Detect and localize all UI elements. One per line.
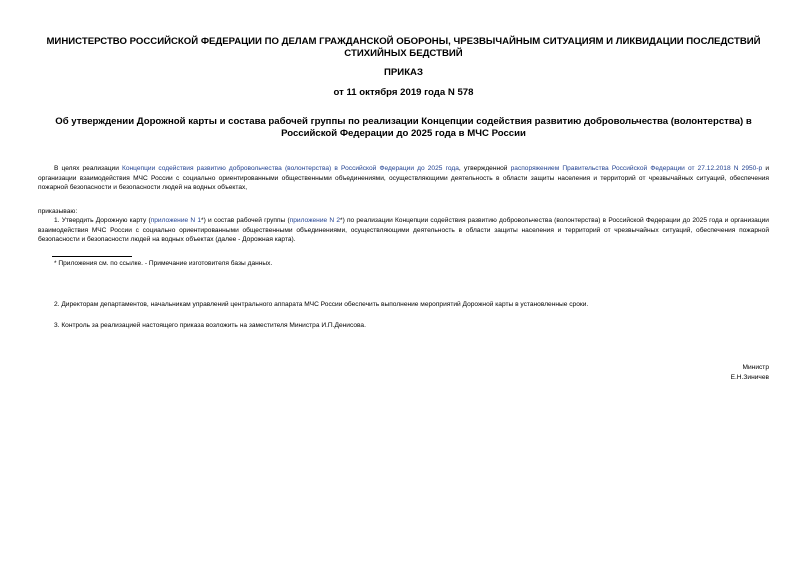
concept-link[interactable]: Концепции содействия развитию добровольчества (волонтерства) в Российской Федерации до 2025 года — [122, 165, 459, 172]
document-date-number: от 11 октября 2019 года N 578 — [333, 87, 474, 98]
order-item-2: 2. Директорам департаментов, начальникам управлений центрального аппарата МЧС России обеспечить выполнение мероприятий Дорожной карты в установленные сроки. — [54, 301, 589, 308]
footnote: * Приложения см. по ссылке. - Примечание изготовителя базы данных. — [54, 260, 273, 267]
appendix-1-link[interactable]: приложение N 1 — [150, 217, 201, 224]
order-item-3: 3. Контроль за реализацией настоящего приказа возложить на заместителя Министра И.П.Денисова. — [54, 322, 366, 329]
item1-text-3: *) по реализации Концепции содействия развитию добровольчества (волонтерства) в Российской Федерации до 2025 года и организации взаимодействия МЧС России с социально ориентированными общественными объединениями, осуществляющими деятельность в области защиты населения и территорий от чрезвычайных ситуаций, обеспечения пожарной безопасности и безопасности людей на водных объектах (далее - Дорожная карта). — [38, 217, 769, 244]
government-order-link[interactable]: распоряжением Правительства Российской Федерации от 27.12.2018 N 2950-р — [510, 165, 763, 172]
preamble-text-2: , утвержденной — [458, 165, 511, 172]
signature-block — [731, 363, 769, 383]
order-word: приказываю: — [38, 208, 78, 215]
preamble-text-3: и организации взаимодействия МЧС России с социально ориентированными общественными объединениями, осуществляющими деятельность в области защиты населения и территорий от чрезвычайных ситуаций, обеспечения пожарной безопасности и безопасности людей на водных объектах, — [38, 165, 770, 192]
footnote-divider — [52, 256, 132, 257]
document-title: Об утверждении Дорожной карты и состава рабочей группы по реализации Концепции содействия развитию добровольчества (волонтерства) в Российской Федерации до 2025 года в МЧС России — [55, 116, 752, 139]
signatory-name: Е.Н.Зиничев — [730, 373, 769, 381]
document-type: ПРИКАЗ — [384, 67, 423, 78]
appendix-2-link[interactable]: приложение N 2 — [289, 217, 340, 224]
order-item-1 — [38, 216, 769, 245]
item1-text-1: 1. Утвердить Дорожную карту ( — [54, 217, 151, 224]
ministry-heading: МИНИСТЕРСТВО РОССИЙСКОЙ ФЕДЕРАЦИИ ПО ДЕЛАМ ГРАЖДАНСКОЙ ОБОРОНЫ, ЧРЕЗВЫЧАЙНЫМ СИТУАЦИЯМ И ЛИКВИДАЦИИ ПОСЛЕДСТВИЙ СТИХИЙНЫХ БЕДСТВИЙ — [46, 36, 761, 59]
signatory-position: Министр — [742, 364, 769, 371]
preamble-text-1: В целях реализации — [54, 165, 123, 172]
preamble-paragraph — [38, 164, 769, 193]
item1-text-2: *) и состав рабочей группы ( — [201, 217, 290, 224]
